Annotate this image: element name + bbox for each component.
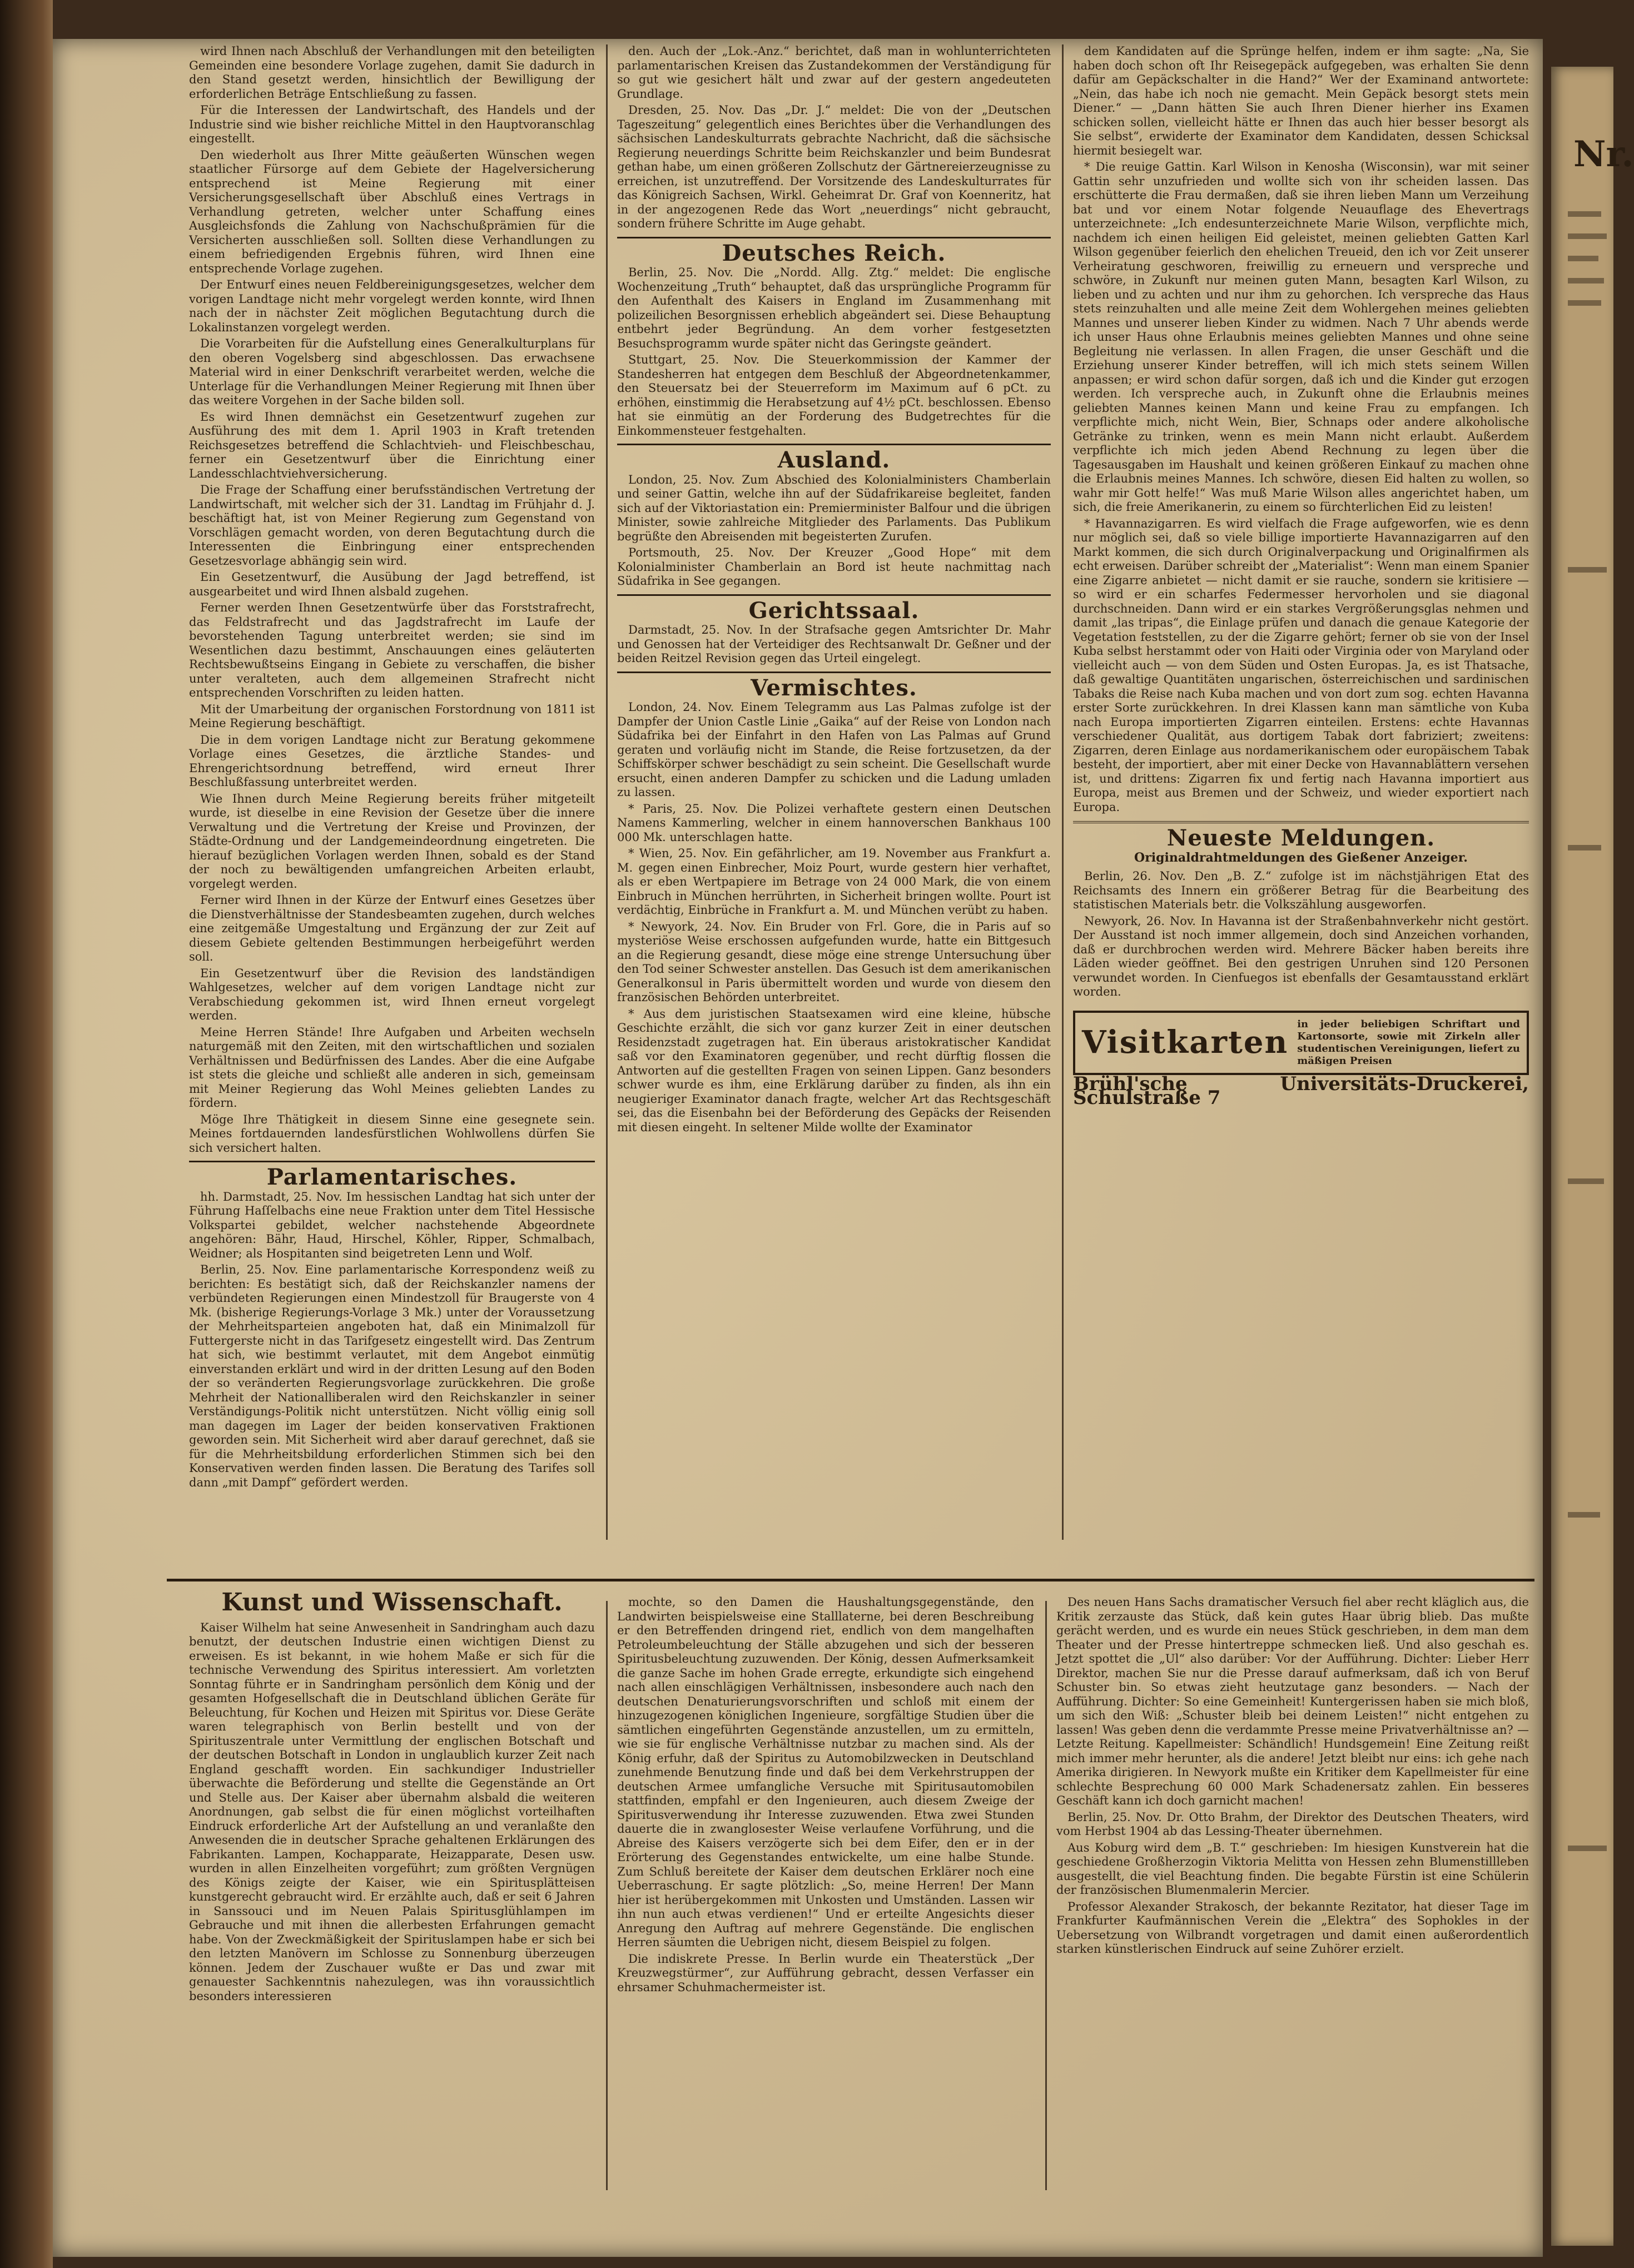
article-paragraph: London, 25. Nov. Zum Abschied des Kolonialministers Chamberlain und seiner Gattin, welche ihn auf der Südafrikareise begleitet, fanden sich auf der Viktoriastation ein: Premierminister Balfour und die übrigen Minister, sowie zahlreiche Mitglieder des Parlaments. Das Publikum begrüßte den Abreisenden mit begeisterten Zurufen. [617,472,1051,543]
article-paragraph: Möge Ihre Thätigkeit in diesem Sinne eine gesegnete sein. Meines fortdauernden landesfürstlichen Wohlwollens dürfen Sie sich versichert halten. [189,1112,595,1155]
examinator-continuation: dem Kandidaten auf die Sprünge helfen, indem er ihm sagte: „Na, Sie haben doch schon oft Ihr Reisegepäck aufgegeben, was erhalten Sie denn dafür am Gepäckschalter in die Hand?“ Wer der Examinand antwortete: „Nein, das habe ich noch nie gemacht. Mein Gepäck besorgt stets mein Diener.“ — „Dann hätten Sie auch Ihren Diener hierher ins Examen schicken sollen, vielleicht hätte er Ihnen das auch hier besser besorgt als Sie selbst“, erwiderte der Examinator dem Kandidaten, dessen Schicksal hiermit besiegelt war. [1073,44,1529,157]
article-paragraph: * Aus dem juristischen Staatsexamen wird eine kleine, hübsche Geschichte erzählt, die sich vor ganz kurzer Zeit in einer deutschen Residenzstadt zugetragen hat. Ein überaus aristokratischer Kandidat saß vor den Examinatoren gegenüber, und recht dürftig flossen die Antworten auf die gestellten Fragen von seinen Lippen. Ganz besonders schwer wurde es ihm, eine Erklärung darüber zu finden, als ihn ein neugieriger Examinator danach fragte, welcher Art das Rechtsgeschäft sei, das die Eisenbahn bei der Beförderung des Gepäcks der Reisenden mit diesen eingeht. In seltener Milde wollte der Examinator [617,1007,1051,1134]
column-left [189,44,595,1492]
article-paragraph: * Die reuige Gattin. Karl Wilson in Kenosha (Wisconsin), war mit seiner Gattin sehr unzufrieden und wollte sich von ihr scheiden lassen. Das erschütterte die Frau dermaßen, daß sie ihren lieben Mann um Verzeihung bat und vor einem Notar folgende Neuauflage des Ehevertrags unterzeichnete: „Ich endesunterzeichnete Marie Wilson, verpflichte mich, nachdem ich einen heiligen Eid geleistet, meinen geliebten Gatten Karl Wilson gegenüber feierlich den ehelichen Treueid, den ich vor Zeit unserer Verheiratung geschworen, freiwillig zu erneuern und verspreche und schwöre, in Zukunft nur meinen guten Mann, besagten Karl Wilson, zu lieben und zu achten und nur ihm zu gehorchen. Ich verspreche das Haus stets reinzuhalten und alle meine Zeit dem Wohlergehen meines geliebten Mannes und unserer lieben Kinder zu widmen. Nach 7 Uhr abends werde ich unser Haus ohne Erlaubnis meines geliebten Mannes und ohne seine Begleitung nie verlassen. In allen Fragen, die unser Geschäft und die Erziehung unserer Kinder betreffen, will ich mich stets seinem Willen anpassen; er wird schon dafür sorgen, daß ich und die Kinder gut erzogen werden. Ich verspreche auch, in Zukunft ohne die Erlaubnis meines geliebten Mannes keinen Mann und keine Frau zu empfangen. Ich verpflichte mich, nicht Wein, Bier, Schnaps oder andere alkoholische Getränke zu trinken, wenn es mein Mann nicht erlaubt. Außerdem verpflichte ich mich jeden Abend Rechnung zu legen über die Tagesausgaben im Haushalt und keinen größeren Einkauf zu machen ohne die Erlaubnis meines Mannes. Ich schwöre, diesen Eid halten zu wollen, so wahr mir Gott helfe!“ Was muß Marie Wilson alles angerichtet haben, um sich, die freie Amerikanerin, zu einem so fürchterlichen Eid zu leisten! [1073,160,1529,514]
ad-headline: Visitkarten [1082,1023,1289,1061]
latest-news-text [1073,869,1529,999]
article-paragraph: Newyork, 26. Nov. In Havanna ist der Straßenbahnverkehr nicht gestört. Der Ausstand ist noch immer allgemein, doch sind Anzeichen vorhanden, daß er durchbrochen werden wird. Mehrere Bäcker haben bereits ihre Läden wieder geöffnet. Bei den gestrigen Unruhen sind 120 Personen verwundet worden. In Cienfuegos ist ebenfalls der Gesamtausstand erklärt worden. [1073,914,1529,998]
article-paragraph: Die indiskrete Presse. In Berlin wurde ein Theaterstück „Der Kreuzwegstürmer“, zur Aufführung gebracht, dessen Verfasser ein ehrsamer Schuhmachermeister ist. [617,1952,1034,1994]
bottom-column-right [1056,1595,1529,1959]
adjacent-text-line [1568,300,1601,306]
adjacent-text-line [1568,845,1601,850]
article-paragraph: Die Frage der Schaffung einer berufsständischen Vertretung der Landwirtschaft, mit welcher sich der 31. Landtag im Frühjahr d. J. beschäftigt hat, ist von Meiner Regierung zum Gegenstand von Vorschlägen gemacht worden, von deren Begutachtung durch die Interessenten die Einbringung einer entsprechenden Gesetzesvorlage abhängig sein wird. [189,483,595,568]
article-paragraph: Professor Alexander Strakosch, der bekannte Rezitator, hat dieser Tage im Frankfurter Kaufmännischen Verein die „Elektra“ des Sophokles in der Uebersetzung von Wilbrandt vorgetragen und damit einen außerordentlich starken künstlerischen Eindruck auf seine Zuhörer erzielt. [1056,1899,1529,1956]
arts-science-text [189,1621,595,2004]
rule [617,672,1051,673]
column-separator [606,44,608,1540]
ad-description: in jeder beliebigen Schriftart und Kartonsorte, sowie mit Zirkeln aller studentischen Vereinigungen, liefert zu mäßigen Preisen [1297,1018,1520,1067]
reich-text [617,266,1051,438]
column-separator [1062,44,1064,1540]
article-paragraph: Des neuen Hans Sachs dramatischer Versuch fiel aber recht kläglich aus, die Kritik zerzauste das Stück, daß kein gutes Haar übrig blieb. Das mußte gerächt werden, und es wurde ein neues Stück geschrieben, in dem man dem Theater und der Presse hintertreppe schmecken ließ. Und also geschah es. Jetzt spottet die „Ul“ also darüber: Vor der Aufführung. Dichter: Lieber Herr Direktor, machen Sie nur die Presse darauf aufmerksam, daß ich von Beruf Schuster bin. So etwas zieht heutzutage ganz besonders. — Nach der Aufführung. Dichter: So eine Gemeinheit! Kuntergerissen haben sie mich bloß, um sich den Wiß: „Schuster bleib bei deinem Leisten!“ nicht entgehen zu lassen! Was geben denn die verdammte Presse meine Privatverhältnisse an? — Letzte Reitung. Kapellmeister: Schändlich! Hundsgemein! Eine Zeitung reißt mich immer mehr herunter, als die andere! Jetzt bleibt nur eins: ich gehe nach Amerika dirigieren. In Newyork mußte ein Kritiker dem Kapellmeister für eine schlechte Besprechung 60 000 Mark Schadenersatz zahlen. Ein besseres Geschäft kann ich doch garnicht machen! [1056,1595,1529,1807]
gerichtssaal-text [617,623,1051,666]
adjacent-text-line [1568,1846,1607,1851]
column-separator [606,1601,608,2190]
article-paragraph: Für die Interessen der Landwirtschaft, des Handels und der Industrie sind wie bisher reichliche Mittel in den Hauptvoranschlag eingestellt. [189,103,595,145]
reich-heading: Deutsches Reich. [722,240,946,266]
article-paragraph: London, 24. Nov. Einem Telegramm aus Las Palmas zufolge ist der Dampfer der Union Castle Linie „Gaika“ auf der Reise von London nach Südafrika bei der Einfahrt in den Hafen von Las Palmas auf Grund geraten und vorläufig nicht im Stande, die Reise fortzusetzen, da der Schiffskörper schwer beschädigt zu sein scheint. Die Gesellschaft wurde ersucht, einen anderen Dampfer zu schicken und die Ladung umladen zu lassen. [617,700,1051,799]
ausland-text [617,473,1051,589]
article-paragraph: Ferner wird Ihnen in der Kürze der Entwurf eines Gesetzes über die Dienstverhältnisse der Standesbeamten zugehen, durch welches eine zeitgemäße Umgestaltung und Ergänzung der zur Zeit auf diesem Gebiete geltenden Bestimmungen herbeigeführt werden soll. [189,893,595,963]
article-paragraph: * Newyork, 24. Nov. Ein Bruder von Frl. Gore, die in Paris auf so mysteriöse Weise erschossen aufgefunden wurde, hatte ein Bittgesuch an die Regierung gesandt, diese möge eine strenge Untersuchung über den Tod seiner Schwester anstellen. Das Gesuch ist dem amerikanischen Generalkonsul in Paris übermittelt worden und wurde von diesem den französischen Behörden unterbreitet. [617,919,1051,1004]
article-paragraph: Ferner werden Ihnen Gesetzentwürfe über das Forststrafrecht, das Feldstrafrecht und das Jagdstrafrecht im Laufe der bevorstehenden Tagung unterbreitet werden; sie sind im Wesentlichen dazu bestimmt, Anschauungen eines geläuterten Rechtsbewußtseins Eingang in Gebiete zu verschaffen, die bisher unter veralteten, auch dem allgemeinen Strafrecht nicht entsprechenden Vorschriften zu leiden hatten. [189,601,595,699]
latest-news-heading: Neueste Meldungen. [1166,825,1436,851]
gerichtssaal-heading: Gerichtssaal. [748,597,920,624]
ad-address: Brühl'sche Universitäts-Druckerei, Schulstraße 7 [1073,1072,1529,1109]
article-paragraph: wird Ihnen nach Abschluß der Verhandlungen mit den beteiligten Gemeinden eine besondere Vorlage zugehen, damit Sie dadurch in den Stand gesetzt werden, hinsichtlich der Bewilligung der erforderlichen Beträge Entschließung zu fassen. [189,44,595,101]
latest-news-subheading: Originaldrahtmeldungen des Gießener Anzeiger. [1134,850,1468,865]
article-paragraph: Berlin, 26. Nov. Den „B. Z.“ zufolge ist im nächstjährigen Etat des Reichsamts des Innern ein größerer Betrag für die Bearbeitung des statistischen Materials betr. die Volkszählung ausgeworfen. [1073,869,1529,911]
vermischtes-heading: Vermischtes. [751,674,917,701]
section-divider [167,1579,1534,1581]
bottom-column-middle [617,1595,1034,1997]
article-paragraph: Darmstadt, 25. Nov. In der Strafsache gegen Amtsrichter Dr. Mahr und Genossen hat der Verteidiger des Rechtsanwalt Dr. Geßner und der beiden Reitzel Revision gegen das Urteil eingelegt. [617,623,1051,665]
article-paragraph: Es wird Ihnen demnächst ein Gesetzentwurf zugehen zur Ausführung des mit dem 1. April 1903 in Kraft tretenden Reichsgesetzes betreffend die Schlachtvieh- und Fleischbeschau, ferner ein Gesetzentwurf über die Einrichtung einer Landesschlachtviehversicherung. [189,410,595,480]
adjacent-text-line [1568,1178,1604,1184]
column-right [1073,44,1529,1109]
article-paragraph: mochte, so den Damen die Haushaltungsgegenstände, den Landwirten beispielsweise eine Stalllaterne, bei deren Beschreibung er den Betreffenden dringend riet, endlich von dem mangelhaften Petroleumbeleuchtung der Ställe abzugehen und sich der besseren Spiritusbeleuchtung zuzuwenden. Der König, dessen Aufmerksamkeit die ganze Sache im hohen Grade erregte, erkundigte sich eingehend nach allen einschlägigen Verhältnissen, insbesondere auch nach den deutschen Denaturierungsvorschriften und schloß mit einem der hinzugezogenen königlichen Ingenieure, sorgfältige Studien über die sämtlichen eingeführten Gegenstände anzustellen, um zu ermitteln, wie sie für englische Verhältnisse nutzbar zu machen sind. Als der König erfuhr, daß der Spiritus zu Automobilzwecken in Deutschland zunehmende Benutzung finde und daß bei dem Verkehrstruppen der deutschen Armee umfangliche Versuche mit Spiritusautomobilen stattfinden, empfahl er den Ingenieuren, auch diesem Zweige der Spiritusverwendung ihr Interesse zuzuwenden. Etwa zwei Stunden dauerte die in zwanglosester Weise verlaufene Vorführung, und die Abreise des Kaisers verzögerte sich bei dem Eifer, den er in der Erörterung des Gegenstandes entwickelte, um eine halbe Stunde. Zum Schluß bereitete der Kaiser dem deutschen Erklärer noch eine Ueberraschung. Er sagte plötzlich: „So, meine Herren! Der Mann hier ist herübergekommen mit Unkosten und Umständen. Lassen wir ihn nun auch etwas verdienen!“ Und er erteilte Angesichts dieser Anregung den Auftrag auf mehrere Gegenstände. Die englischen Herren säumten die Uebrigen nicht, diesem Beispiel zu folgen. [617,1595,1034,1949]
business-card-ad [1073,1011,1529,1075]
article-paragraph: Aus Koburg wird dem „B. T.“ geschrieben: Im hiesigen Kunstverein hat die geschiedene Großherzogin Viktoria Melitta von Hessen zehn Blumenstillleben ausgestellt, die viel Beachtung finden. Die begabte Fürstin ist eine Schülerin der französischen Blumenmalerin Mercier. [1056,1841,1529,1897]
rule [1073,821,1529,823]
article-paragraph: Berlin, 25. Nov. Die „Nordd. Allg. Ztg.“ meldet: Die englische Wochenzeitung „Truth“ behauptet, daß das ursprüngliche Programm für den Aufenthalt des Kaisers in England im Zusammenhang mit polizeilichen Besorgnissen erheblich abgeändert sei. Diese Behauptung entbehrt jeder Begründung. An dem vorher festgesetzten Besuchsprogramm wurde später nicht das Geringste geändert. [617,266,1051,350]
article-paragraph: Die Vorarbeiten für die Aufstellung eines Generalkulturplans für den oberen Vogelsberg sind abgeschlossen. Das erwachsene Material wird in einer Denkschrift verarbeitet werden, welche die Unterlage für die Verhandlungen Meiner Regierung mit Ihnen über das weitere Vorgehen in der Sache bilden soll. [189,337,595,407]
bottom-column-left [189,1588,595,2006]
adjacent-text-line [1568,1512,1600,1518]
rule [617,444,1051,445]
article-paragraph: Mit der Umarbeitung der organischen Forstordnung von 1811 ist Meine Regierung beschäftigt. [189,702,595,730]
rule [617,237,1051,238]
article-paragraph: Portsmouth, 25. Nov. Der Kreuzer „Good Hope“ mit dem Kolonialminister Chamberlain an Bord ist heute nachmittag nach Südafrika in See gegangen. [617,546,1051,588]
article-paragraph: Meine Herren Stände! Ihre Aufgaben und Arbeiten wechseln naturgemäß mit den Zeiten, mit den wirtschaftlichen und sozialen Verhältnissen und Bedürfnissen des Landes. Aber die eine Aufgabe ist stets die gleiche und schließt alle anderen in sich, gemeinsam mit Meiner Regierung das Wohl Meines geliebten Landes zu fördern. [189,1025,595,1110]
vermischtes-text [617,700,1051,1135]
article-paragraph: Berlin, 25. Nov. Dr. Otto Brahm, der Direktor des Deutschen Theaters, wird vom Herbst 1904 ab das Lessing-Theater übernehmen. [1056,1810,1529,1838]
adjacent-text-line [1568,567,1607,573]
adjacent-text-line [1568,233,1607,239]
column-middle [617,44,1051,1137]
article-paragraph: Stuttgart, 25. Nov. Die Steuerkommission der Kammer der Standesherren hat entgegen dem Beschluß der Abgeordnetenkammer, den Steuersatz bei der Steuerreform im Maximum auf 6 pCt. zu erhöhen, einstimmig die Herabsetzung auf 4½ pCt. beschlossen. Ebenso hat sie einmütig an der Forderung des Budgetrechtes für die Einkommensteuer festgehalten. [617,353,1051,437]
adjacent-page [1551,67,1634,2246]
parliament-text [189,1190,595,1490]
article-paragraph: Berlin, 25. Nov. Eine parlamentarische Korrespondenz weiß zu berichten: Es bestätigt sich, daß der Reichskanzler namens der verbündeten Regierungen einen Mindestzoll für Braugerste von 4 Mk. (bisherige Regierungs-Vorlage 3 Mk.) unter der Voraussetzung der Mehrheitsparteien angeboten hat, daß ein Minimalzoll für Futtergerste nicht in das Tarifgesetz eingestellt wird. Das Zentrum hat sich, wie bestimmt verlautet, mit dem Angebot einmütig einverstanden erklärt und wird in der dritten Lesung auf den Boden der so veränderten Regierungsvorlage zurückkehren. Die große Mehrheit der Nationalliberalen wird den Reichskanzler in seiner Verständigungs-Politik nicht unterstützen. Nicht völlig einig soll man dagegen im Lager der beiden konservativen Fraktionen geworden sein. Mit Sicherheit wird aber darauf gerechnet, daß sie für die Mehrheitsbildung erforderlichen Stimmen sich bei den Konservativen werden finden lassen. Die Beratung des Tarifes soll dann „mit Dampf“ gefördert werden. [189,1263,595,1489]
column-separator [1045,1601,1047,2190]
ausland-heading: Ausland. [777,447,891,473]
parliament-heading: Parlamentarisches. [266,1164,518,1190]
article-paragraph: * Havannazigarren. Es wird vielfach die Frage aufgeworfen, wie es denn nur möglich sei, daß so viele billige importierte Havannazigarren auf den Markt kommen, die sich durch Originalverpackung und Originalfirmen als echt erweisen. Darüber schreibt der „Materialist“: Wenn man einem Spanier eine Zigarre anbietet — nicht damit er sie rauche, sondern sie kritisiere — so wird er ein scharfes Federmesser hervorholen und sie diagonal durchschneiden. Dann wird er ein starkes Vergrößerungsglas nehmen und damit „las tripas“, die Einlage prüfen und danach die genaue Kategorie der Vegetation feststellen, zu der die Zigarre gehört; ferner ob sie von der Insel Kuba selbst herstammt oder von Haiti oder Virginia oder von Maryland oder vielleicht auch — von dem Süden und Osten Europas. Ja, es ist Thatsache, daß gewaltige Quantitäten ungarischen, österreichischen und sardinischen Tabaks die Reise nach Kuba machen und von dort zum sog. echten Havanna erster Sorte zurückkehren. In drei Klassen kann man sämtliche von Kuba nach Europa importierten Zigarren einteilen. Erstens: echte Havannas verschiedener Qualität, aus dortigem Tabak dort fabriziert; zweitens: Zigarren, deren Einlage aus nordamerikanischem oder europäischem Tabak besteht, der importiert, aber mit einer Decke von Havannablättern versehen ist, und drittens: Zigarren fix und fertig nach Havanna importiert aus Europa, meist aus Bremen und der Schweiz, und wieder exportiert nach Europa. [1073,516,1529,814]
miscellaneous-text [1073,160,1529,814]
dresden-paragraph: Dresden, 25. Nov. Das „Dr. J.“ meldet: Die von der „Deutschen Tageszeitung“ gelegentlich eines Berichtes über die Verhandlungen des sächsischen Landeskulturrats gebrachte Nachricht, daß die sächsische Regierung neuerdings Schritte beim Reichskanzler und beim Bundesrat gethan habe, um einen größeren Zollschutz der Gärtnereierzeugnisse zu erreichen, ist unzutreffend. Der Vorsitzende des Landeskulturrates für das Königreich Sachsen, Wirkl. Geheimrat Dr. Graf von Koenneritz, hat in der angezogenen Rede das Wort „neuerdings“ nicht gebraucht, sondern frühere Schritte im Auge gehabt. [617,103,1051,230]
article-paragraph: Der Entwurf eines neuen Feldbereinigungsgesetzes, welcher dem vorigen Landtage nicht mehr vorgelegt werden konnte, wird Ihnen nach der in nächster Zeit möglichen Begutachtung durch die Lokalinstanzen vorgelegt werden. [189,278,595,334]
arts-science-text [617,1595,1034,1995]
arts-science-text [1056,1595,1529,1957]
article-paragraph: hh. Darmstadt, 25. Nov. Im hessischen Landtag hat sich unter der Führung Haſſelbachs eine neue Fraktion unter dem Titel Hessische Volkspartei gebildet, welcher nachstehende Abgeordnete angehören: Bähr, Haud, Hirschel, Köhler, Ripper, Schmalbach, Weidner; als Hospitanten sind beigetreten Lenn und Wolf. [189,1190,595,1260]
arts-science-heading: Kunst und Wissenschaft. [221,1588,563,1617]
book-binding-edge [0,0,53,2268]
article-paragraph: * Paris, 25. Nov. Die Polizei verhaftete gestern einen Deutschen Namens Kammerling, welcher in einem hannoverschen Bankhaus 100 000 Mk. unterschlagen hatte. [617,802,1051,844]
article-paragraph: Die in dem vorigen Landtage nicht zur Beratung gekommene Vorlage eines Gesetzes, die ärztliche Standes- und Ehrengerichtsordnung betreffend, wird erneut Ihrer Beschlußfassung unterbreitet werden. [189,733,595,789]
adjacent-text-line [1568,256,1598,261]
article-paragraph: Ein Gesetzentwurf über die Revision des landständigen Wahlgesetzes, welcher auf dem vorigen Landtage nicht zur Verabschiedung gekommen ist, wird Ihnen erneut vorgelegt werden. [189,966,595,1022]
throne-speech-text [189,44,595,1155]
adjacent-page-title: Nr. [1573,133,1634,175]
article-paragraph: * Wien, 25. Nov. Ein gefährlicher, am 19. November aus Frankfurt a. M. gegen einen Einbrecher, Moiz Pourt, wurde gestern hier verhaftet, als er eben Wertpapiere im Betrage von 24 000 Mark, die von einem Einbruch in München herrührten, in Sicherheit bringen wollte. Pourt ist verdächtig, Einbrüche in Frankfurt a. M. und München verübt zu haben. [617,847,1051,917]
article-paragraph: Ein Gesetzentwurf, die Ausübung der Jagd betreffend, ist ausgearbeitet und wird Ihnen alsbald zugehen. [189,570,595,598]
article-paragraph: Kaiser Wilhelm hat seine Anwesenheit in Sandringham auch dazu benutzt, der deutschen Industrie einen wichtigen Dienst zu erweisen. Es ist bekannt, in wie hohem Maße er sich für die technische Verwendung des Spiritus interessiert. Am vorletzten Sonntag führte er in Sandringham persönlich dem König und der gesamten Hofgesellschaft die in Deutschland üblichen Geräte für Beleuchtung, für Kochen und Heizen mit Spiritus vor. Diese Geräte waren telegraphisch von Berlin bestellt und von der Spirituszentrale unter Vermittlung der englischen Botschaft und der deutschen Botschaft in London in unglaublich kurzer Zeit nach England geschafft worden. Ein sachkundiger Industrieller überwachte die Beförderung und stellte die Gegenstände an Ort und Stelle aus. Der Kaiser aber übernahm alsbald die weiteren Anordnungen, gab selbst die für einen möglichst vorteilhaften Eindruck erforderliche Art der Aufstellung an und veranlaßte den Anwesenden die in deutscher Sprache gehaltenen Erklärungen des Fabrikanten. Lampen, Kochapparate, Heizapparate, Desen usw. wurden in allen Einzelheiten vorgeführt; zum größten Vergnügen des Königs zeigte der Kaiser, wie ein Spiritusplätteisen kunstgerecht gebraucht wird. Er erzählte auch, daß er seit 6 Jahren in Sanssouci und im Neuen Palais Spiritusglühlampen im Gebrauche und mit ihnen die allerbesten Erfahrungen gemacht habe. Von der Zweckmäßigkeit der Spirituslampen habe er sich bei den letzten Manövern im Schlosse zu Sonnenburg überzeugen können. Jedem der Zuschauer wußte er Das und zwar mit genauester Sachkenntnis nahezulegen, was ihn voraussichtlich besonders interessieren [189,1620,595,2003]
rule [617,594,1051,596]
lok-anz-paragraph: den. Auch der „Lok.-Anz.“ berichtet, daß man in wohlunterrichteten parlamentarischen Kreisen das Zustandekommen der Verständigung für so gut wie gesichert hält und zwar auf der gestern angedeuteten Grundlage. [617,44,1051,101]
adjacent-text-line [1568,278,1604,284]
adjacent-text-line [1568,211,1601,217]
article-paragraph: Wie Ihnen durch Meine Regierung bereits früher mitgeteilt wurde, ist dieselbe in eine Revision der Gesetze über die innere Verwaltung und die Vertretung der Kreise und Provinzen, der Städte-Ordnung und der Landgemeindeordnung eingetreten. Die hierauf bezüglichen Vorlagen werden Ihnen, sobald es der Stand der noch zu bewältigenden umfangreichen Arbeiten erlaubt, vorgelegt werden. [189,792,595,891]
rule [189,1161,595,1162]
article-paragraph: Den wiederholt aus Ihrer Mitte geäußerten Wünschen wegen staatlicher Fürsorge auf dem Gebiete der Hagelversicherung entsprechend ist Meine Regierung mit einer Versicherungsgesellschaft über Abschluß eines Vertrags in Verhandlung getreten, welcher unter Schaffung eines Ausgleichsfonds die Zahlung von Nachschußprämien für die Versicherten ausschließen soll. Sollten diese Verhandlungen zu einem befriedigenden Ergebnis führen, wird Ihnen eine entsprechende Vorlage zugehen. [189,148,595,275]
